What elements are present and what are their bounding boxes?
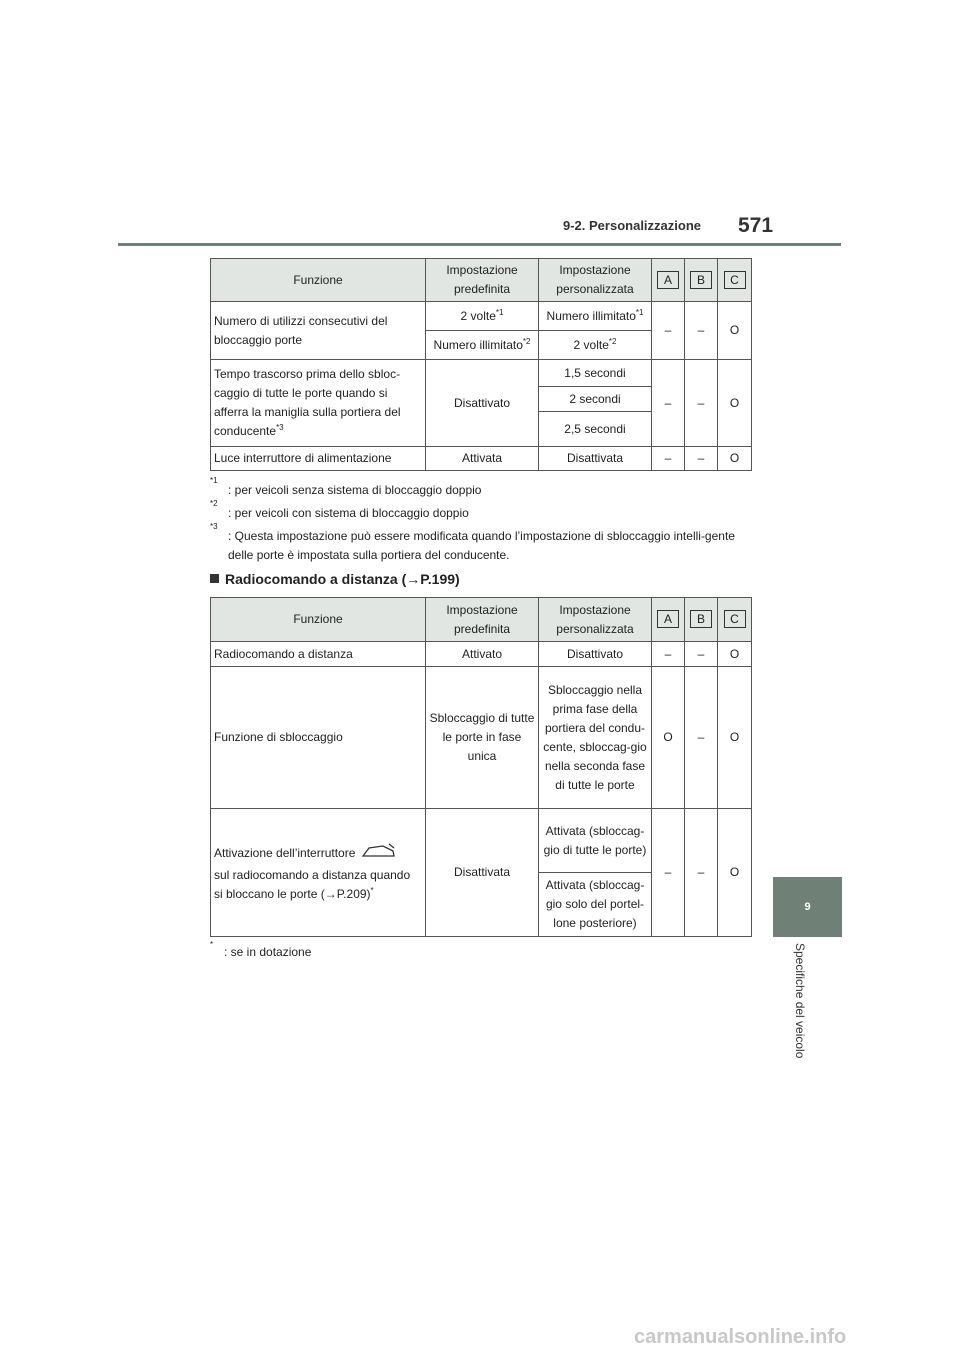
header-funzione: Funzione	[211, 259, 426, 302]
cell-default: Attivato	[426, 642, 539, 667]
cell-a: –	[652, 360, 685, 447]
header-c: C	[724, 271, 746, 289]
table-1-footnotes	[210, 476, 750, 569]
cell-c: O	[718, 360, 752, 447]
row-unlock-function: Funzione di sbloccaggio	[211, 667, 426, 809]
cell-c: O	[718, 447, 752, 471]
cell-custom: 2 secondi	[539, 387, 652, 412]
cell-a: O	[652, 667, 685, 809]
cell-default: Sbloccaggio di tutte le porte in fase unica	[426, 667, 539, 809]
cell-c: O	[718, 302, 752, 360]
row-consecutive-locks-function: Numero di utilizzi consecutivi del bloccaggio porte	[211, 302, 426, 360]
square-bullet-icon	[210, 574, 219, 583]
row-unlock-time-function: Tempo trascorso prima dello sbloc-caggio di tutte le porte quando si afferra la maniglia sulla portiera del conducente$^{*3}$	[211, 360, 426, 447]
chapter-title: Specifiche del veicolo	[793, 943, 807, 1059]
row-power-switch-light-function: Luce interruttore di alimentazione	[211, 447, 426, 471]
cell-custom: Disattivato	[539, 642, 652, 667]
cell-default: 2 volte$^{*1}$	[426, 302, 539, 331]
cell-a: –	[652, 302, 685, 360]
header-a: A	[657, 610, 679, 628]
cell-custom: Disattivata	[539, 447, 652, 471]
header-b: B	[690, 271, 712, 289]
footnote: *2 : per veicoli con sistema di bloccaggio doppio	[210, 499, 469, 520]
cell-custom: Numero illimitato$^{*1}$	[539, 302, 652, 331]
header-custom: Impostazione personalizzata	[539, 598, 652, 642]
footnote: *1 : per veicoli senza sistema di bloccaggio doppio	[210, 476, 482, 497]
cell-default: Disattivato	[426, 360, 539, 447]
cell-default: Numero illimitato$^{*2}$	[426, 331, 539, 360]
table-2-footnote: * : se in dotazione	[210, 940, 312, 959]
header-default: Impostazione predefinita	[426, 598, 539, 642]
row-remote-control-function: Radiocomando a distanza	[211, 642, 426, 667]
header-c: C	[724, 610, 746, 628]
cell-b: –	[685, 667, 718, 809]
cell-custom: 2,5 secondi	[539, 412, 652, 447]
header-custom: Impostazione personalizzata	[539, 259, 652, 302]
cell-b: –	[685, 642, 718, 667]
chapter-tab: 9	[773, 877, 842, 937]
cell-custom: Attivata (sbloccag-gio di tutte le porte)	[539, 809, 652, 873]
watermark: carmanualsonline.info	[634, 1326, 847, 1348]
settings-table-2	[210, 597, 752, 937]
header-funzione: Funzione	[211, 598, 426, 642]
cell-c: O	[718, 809, 752, 937]
section-title: Radiocomando a distanza (→P.199)	[210, 571, 460, 587]
cell-c: O	[718, 642, 752, 667]
cell-a: –	[652, 447, 685, 471]
cell-b: –	[685, 302, 718, 360]
settings-table-1	[210, 258, 752, 471]
cell-custom: 1,5 secondi	[539, 360, 652, 387]
cell-default: Attivata	[426, 447, 539, 471]
header-default: Impostazione predefinita	[426, 259, 539, 302]
header-rule	[118, 243, 841, 246]
cell-a: –	[652, 642, 685, 667]
header-a: A	[657, 271, 679, 289]
car-back-door-icon	[361, 842, 397, 866]
cell-c: O	[718, 667, 752, 809]
cell-custom: 2 volte$^{*2}$	[539, 331, 652, 360]
cell-b: –	[685, 447, 718, 471]
cell-custom: Sbloccaggio nella prima fase della portiera del condu-cente, sbloccag-gio nella seconda fase di tutte le porte	[539, 667, 652, 809]
cell-a: –	[652, 809, 685, 937]
section-header: 9-2. Personalizzazione	[563, 218, 701, 233]
header-b: B	[690, 610, 712, 628]
cell-default: Disattivata	[426, 809, 539, 937]
cell-custom: Attivata (sbloccag-gio solo del portel-lone posteriore)	[539, 873, 652, 937]
page-number: 571	[738, 214, 774, 237]
cell-b: –	[685, 360, 718, 447]
cell-b: –	[685, 809, 718, 937]
row-switch-activation-function: Attivazione dell’interruttore sul radiocomando a distanza quando si bloccano le porte (→P.209)*	[211, 809, 426, 937]
footnote: *3 : Questa impostazione può essere modificata quando l’impostazione di sbloccaggio intelli-gente delle porte è impostata sulla portiera del conducente.	[210, 522, 735, 562]
